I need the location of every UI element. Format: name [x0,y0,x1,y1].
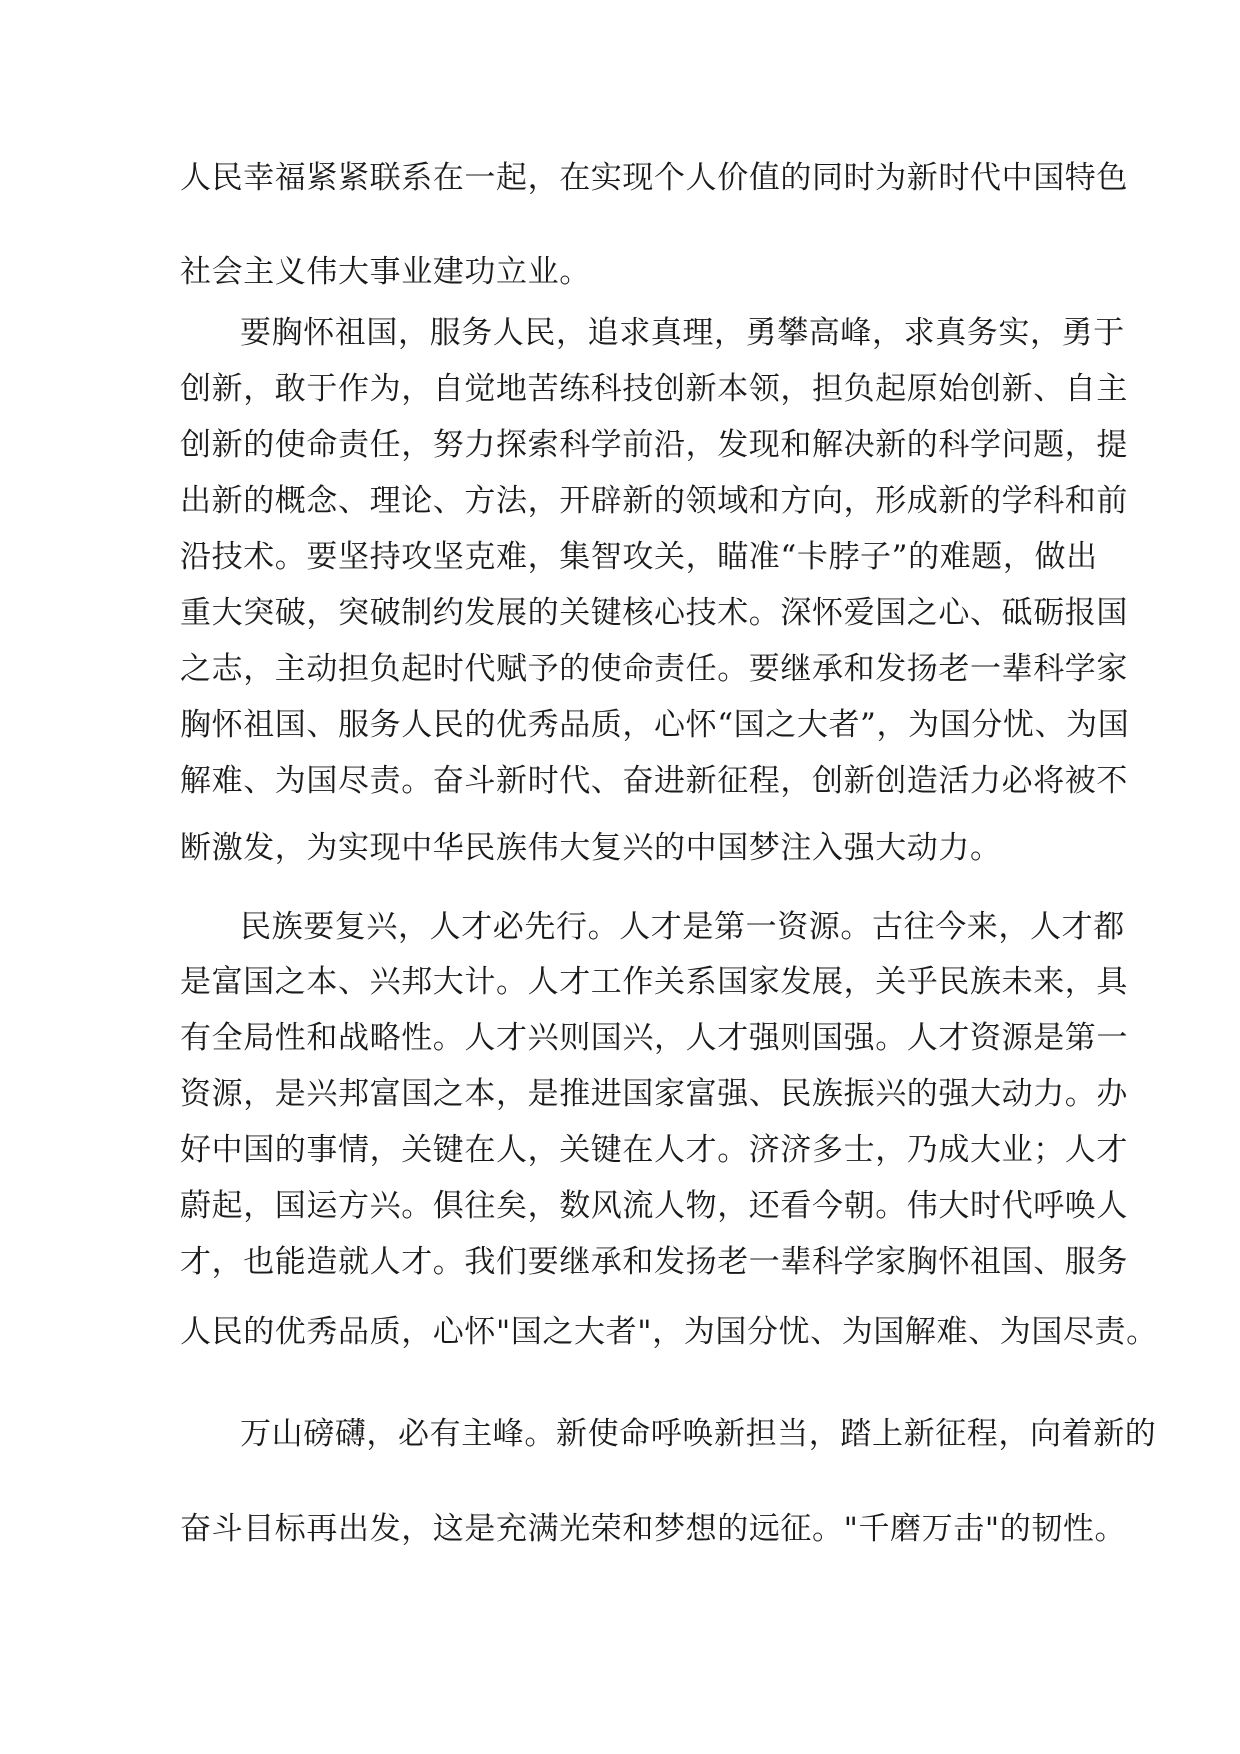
paragraph-2-line-5: 沿技术。要坚持攻坚克难，集智攻关，瞄准“卡脖子”的难题，做出 [180,539,1098,575]
paragraph-3-line-3: 有全局性和战略性。人才兴则国兴，人才强则国强。人才资源是第一 [180,1020,1128,1056]
paragraph-3-line-1: 民族要复兴，人才必先行。人才是第一资源。古往今来，人才都 [240,909,1125,945]
paragraph-3-line-4: 资源，是兴邦富国之本，是推进国家富强、民族振兴的强大动力。办 [180,1076,1128,1112]
paragraph-4-line-2: 奋斗目标再出发，这是充满光荣和梦想的远征。"千磨万击"的韧性。 [180,1511,1127,1547]
paragraph-2-line-4: 出新的概念、理论、方法，开辟新的领域和方向，形成新的学科和前 [180,483,1128,519]
paragraph-2-line-6: 重大突破，突破制约发展的关键核心技术。深怀爱国之心、砥砺报国 [180,595,1128,631]
paragraph-2-line-3: 创新的使命责任，努力探索科学前沿，发现和解决新的科学问题，提 [180,427,1128,463]
paragraph-1-line-1: 人民幸福紧紧联系在一起，在实现个人价值的同时为新时代中国特色 [180,160,1128,196]
paragraph-3-line-8: 人民的优秀品质，心怀"国之大者"，为国分忧、为国解难、为国尽责。 [180,1314,1158,1350]
paragraph-2-line-10: 断激发，为实现中华民族伟大复兴的中国梦注入强大动力。 [180,830,1002,866]
paragraph-2-line-2: 创新，敢于作为，自觉地苦练科技创新本领，担负起原始创新、自主 [180,371,1128,407]
paragraph-2-line-1: 要胸怀祖国，服务人民，追求真理，勇攀高峰，求真务实，勇于 [240,315,1125,351]
paragraph-1-line-2: 社会主义伟大事业建功立业。 [180,254,591,290]
paragraph-3-line-7: 才，也能造就人才。我们要继承和发扬老一辈科学家胸怀祖国、服务 [180,1244,1128,1280]
paragraph-3-line-2: 是富国之本、兴邦大计。人才工作关系国家发展，关乎民族未来，具 [180,964,1128,1000]
paragraph-2-line-9: 解难、为国尽责。奋斗新时代、奋进新征程，创新创造活力必将被不 [180,763,1128,799]
paragraph-2-line-7: 之志，主动担负起时代赋予的使命责任。要继承和发扬老一辈科学家 [180,651,1128,687]
paragraph-3-line-5: 好中国的事情，关键在人，关键在人才。济济多士，乃成大业；人才 [180,1132,1128,1168]
paragraph-3-line-6: 蔚起，国运方兴。俱往矣，数风流人物，还看今朝。伟大时代呼唤人 [180,1188,1128,1224]
paragraph-2-line-8: 胸怀祖国、服务人民的优秀品质，心怀“国之大者”，为国分忧、为国 [180,707,1130,743]
paragraph-4-line-1: 万山磅礴，必有主峰。新使命呼唤新担当，踏上新征程，向着新的 [240,1416,1157,1452]
